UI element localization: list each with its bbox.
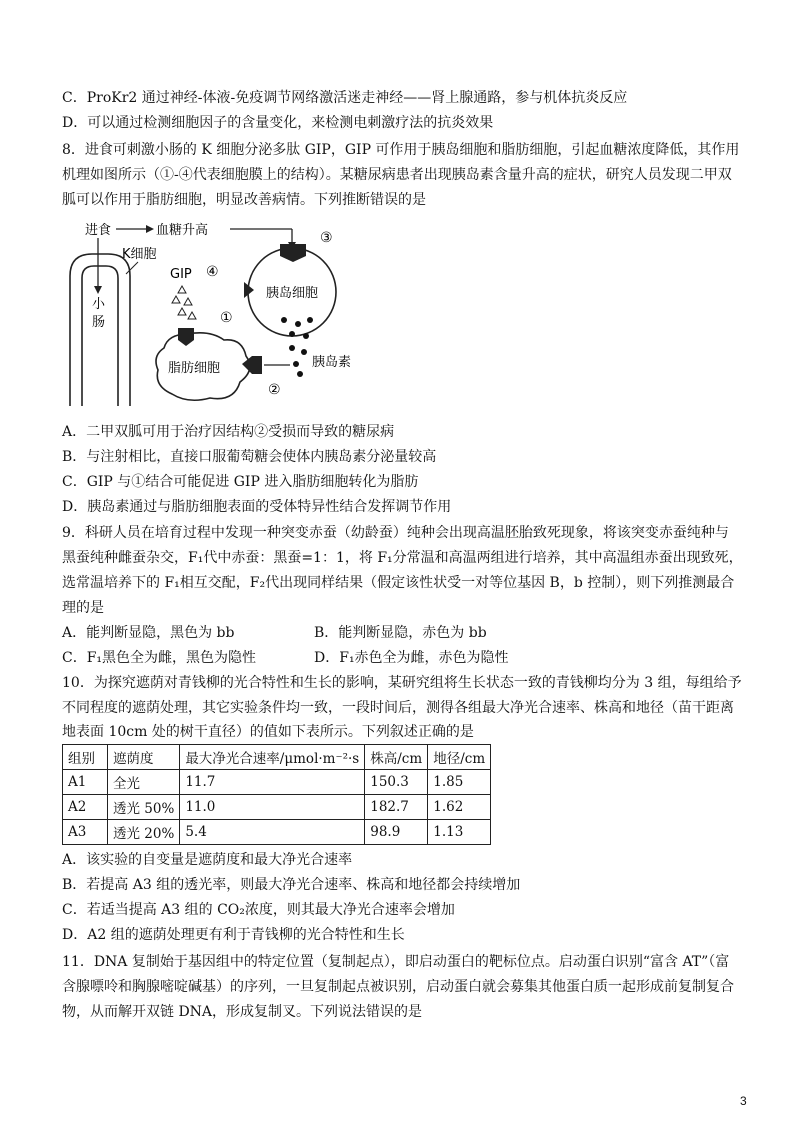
- q9-stem-line-2: 黑蚕纯种雌蚕杂交，F₁代中赤蚕：黑蚕=1：1，将 F₁分常温和高温两组进行培养，其中高温组赤蚕出现致死，: [62, 550, 743, 566]
- k-cell-label: K细胞: [122, 247, 157, 262]
- blood-sugar-label: 血糖升高: [156, 223, 209, 238]
- q11-stem-line-2: 含腺嘌呤和胸腺嘧啶碱基）的序列，一旦复制起点被识别，启动蛋白就会募集其他蛋白质一起形成前复制复合: [62, 979, 734, 995]
- intestine-label-2: 肠: [92, 315, 106, 330]
- intestine-outer-wall: [70, 254, 130, 406]
- q10-option-c: C．若适当提高 A3 组的 CO₂浓度，则其最大净光合速率会增加: [62, 902, 455, 918]
- table-row: [63, 770, 491, 795]
- q9-stem-line-3: 选常温培养下的 F₁相互交配，F₂代出现同样结果（假定该性状受一对等位基因 B，b 控制），则下列推测最合: [62, 575, 735, 591]
- q9-stem-line-4: 理的是: [62, 600, 104, 616]
- table-row: [63, 820, 491, 845]
- q9-option-b: B．能判断显隐，赤色为 bb: [314, 625, 487, 641]
- table-header-cell: 遮荫度: [108, 745, 180, 770]
- table-header-cell: 最大净光合速率/μmol·m⁻²·s: [180, 745, 365, 770]
- q10-stem-line-1: 10．为探究遮荫对青钱柳的光合特性和生长的影响，某研究组将生长状态一致的青钱柳均分为 3 组，每组给予: [62, 675, 742, 691]
- q11-stem-line-3: 物，从而解开双链 DNA，形成复制叉。下列说法错误的是: [62, 1004, 423, 1020]
- table-row: [63, 795, 491, 820]
- q9-stem-line-1: 9．科研人员在培育过程中发现一种突变赤蚕（幼龄蚕）纯种会出现高温胚胎致死现象，将该突变赤蚕纯种与: [62, 525, 729, 541]
- q9-option-d: D．F₁赤色全为雌，赤色为隐性: [314, 650, 509, 666]
- table-header-cell: 株高/cm: [365, 745, 428, 770]
- table-cell: 11.0: [180, 795, 365, 820]
- fat-cell-label: 脂肪细胞: [168, 361, 221, 376]
- table-header-row: [63, 745, 491, 770]
- q7-option-d: D．可以通过检测细胞因子的含量变化，来检测电刺激疗法的抗炎效果: [62, 115, 494, 131]
- marker-2: ②: [268, 382, 281, 398]
- q10-option-d: D．A2 组的遮荫处理更有利于青钱柳的光合特性和生长: [62, 927, 405, 943]
- table-cell: 透光 20%: [108, 820, 180, 845]
- q10-stem-line-3: 地表面 10cm 处的树干直径）的值如下表所示。下列叙述正确的是: [62, 724, 474, 740]
- table-cell: 全光: [108, 770, 180, 795]
- table-cell: 1.85: [428, 770, 491, 795]
- eat-arrowhead: [94, 286, 102, 294]
- q9-option-c: C．F₁黑色全为雌，黑色为隐性: [62, 650, 257, 666]
- intestine-label-1: 小: [92, 297, 106, 312]
- eat-label: 进食: [85, 223, 112, 238]
- insulin-label: 胰岛素: [312, 355, 352, 370]
- q9-option-a: A．能判断显隐，黑色为 bb: [62, 625, 235, 641]
- marker-1: ①: [220, 310, 233, 326]
- table-cell: A1: [63, 770, 108, 795]
- marker-4: ④: [206, 264, 219, 280]
- q10-option-a: A．该实验的自变量是遮荫度和最大净光合速率: [62, 852, 353, 868]
- table-cell: 150.3: [365, 770, 428, 795]
- q8-stem-line-1: 8．进食可刺激小肠的 K 细胞分泌多肽 GIP，GIP 可作用于胰岛细胞和脂肪细胞，引起血糖浓度降低，其作用: [62, 142, 740, 158]
- q11-stem-line-1: 11．DNA 复制始于基因组中的特定位置（复制起点），即启动蛋白的靶标位点。启动蛋白识别“富含 AT”（富: [62, 954, 730, 970]
- gip-label: GIP: [170, 267, 192, 282]
- table-header-cell: 地径/cm: [428, 745, 491, 770]
- table-cell: 98.9: [365, 820, 428, 845]
- q10-option-b: B．若提高 A3 组的透光率，则最大净光合速率、株高和地径都会持续增加: [62, 877, 521, 893]
- table-cell: 1.62: [428, 795, 491, 820]
- q8-option-a: A．二甲双胍可用于治疗因结构②受损而导致的糖尿病: [62, 424, 395, 440]
- table-cell: 5.4: [180, 820, 365, 845]
- gip-mechanism-figure: [60, 216, 360, 412]
- table-header-cell: 组别: [63, 745, 108, 770]
- q8-stem-line-3: 胍可以作用于脂肪细胞，明显改善病情。下列推断错误的是: [62, 192, 426, 208]
- table-cell: A2: [63, 795, 108, 820]
- table-cell: 182.7: [365, 795, 428, 820]
- q8-option-b: B．与注射相比，直接口服葡萄糖会使体内胰岛素分泌量较高: [62, 449, 437, 465]
- q8-stem-line-2: 机理如图所示（①-④代表细胞膜上的结构）。某糖尿病患者出现胰岛素含量升高的症状，研究人员发现二甲双: [62, 167, 732, 183]
- gip-molecules: [172, 286, 196, 319]
- page-number: 3: [740, 1094, 747, 1108]
- q10-stem-line-2: 不同程度的遮荫处理，其它实验条件均一致，一段时间后，测得各组最大净光合速率、株高和地径（苗干距离: [62, 700, 734, 716]
- shading-data-table: [62, 744, 491, 845]
- table-cell: A3: [63, 820, 108, 845]
- table-cell: 透光 50%: [108, 795, 180, 820]
- marker-3: ③: [320, 230, 333, 246]
- islet-cell-label: 胰岛细胞: [266, 286, 319, 301]
- q8-option-c: C．GIP 与①结合可能促进 GIP 进入脂肪细胞转化为脂肪: [62, 474, 419, 490]
- q8-option-d: D．胰岛素通过与脂肪细胞表面的受体特异性结合发挥调节作用: [62, 499, 452, 515]
- table-cell: 11.7: [180, 770, 365, 795]
- q7-option-c: C．ProKr2 通过神经-体液-免疫调节网络激活迷走神经——肾上腺通路，参与机体抗炎反应: [62, 90, 628, 106]
- table-cell: 1.13: [428, 820, 491, 845]
